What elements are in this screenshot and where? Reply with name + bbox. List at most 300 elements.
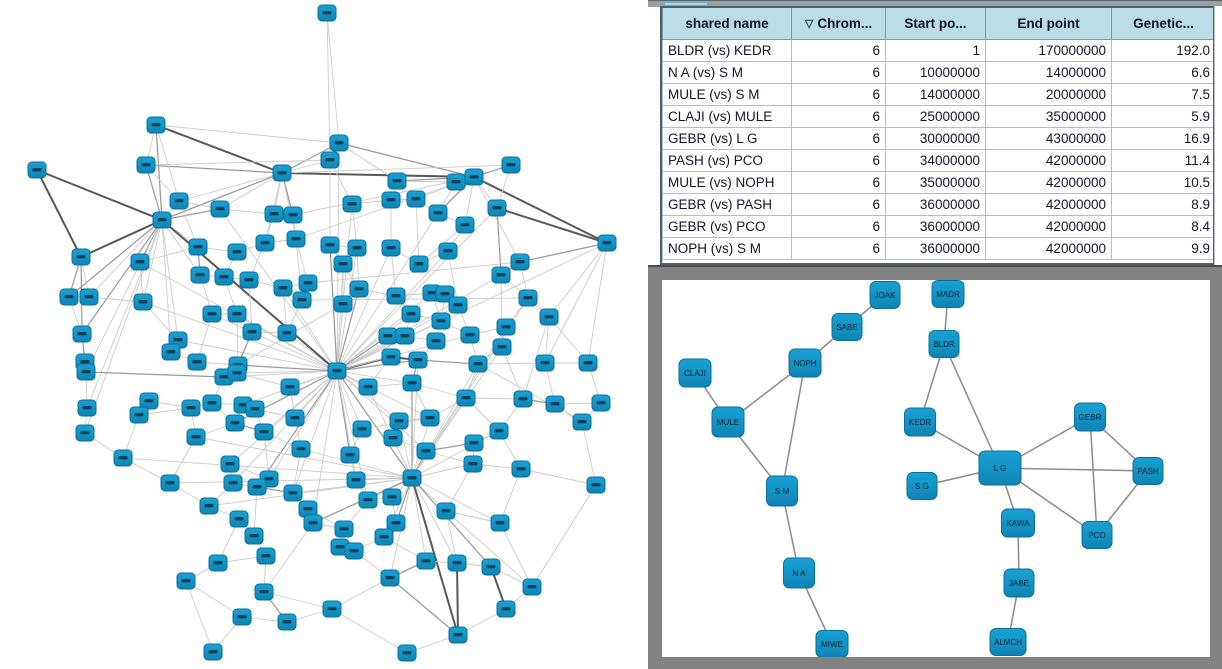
node-label-smudge bbox=[452, 180, 461, 183]
graph-node[interactable] bbox=[502, 157, 520, 173]
node-label-smudge bbox=[412, 197, 421, 200]
graph-node[interactable] bbox=[409, 352, 427, 368]
subnet-node-mule[interactable] bbox=[712, 407, 744, 437]
table-row[interactable] bbox=[663, 40, 1216, 62]
graph-edge bbox=[89, 220, 162, 297]
table-row[interactable] bbox=[663, 106, 1216, 128]
cell-value[interactable]: 5.9 bbox=[1112, 106, 1216, 128]
graph-node[interactable] bbox=[407, 191, 425, 207]
graph-node[interactable] bbox=[221, 456, 239, 472]
node-label-smudge bbox=[265, 477, 274, 480]
node-label-smudge bbox=[496, 521, 505, 524]
cell-shared-name[interactable]: N A (vs) S M bbox=[663, 62, 792, 84]
graph-node[interactable] bbox=[492, 267, 510, 283]
node-label-smudge bbox=[235, 517, 244, 520]
right-column bbox=[648, 0, 1222, 669]
cell-shared-name[interactable]: GEBR (vs) PCO bbox=[663, 216, 792, 238]
graph-node[interactable] bbox=[273, 165, 291, 181]
subnet-node-claji[interactable] bbox=[679, 359, 711, 387]
cell-value[interactable]: 8.4 bbox=[1112, 216, 1216, 238]
node-label-smudge bbox=[524, 296, 533, 299]
graph-node[interactable] bbox=[188, 354, 206, 370]
graph-node[interactable] bbox=[388, 173, 406, 189]
subnet-node-sabe[interactable] bbox=[832, 314, 862, 341]
graph-node[interactable] bbox=[490, 423, 508, 439]
node-label-smudge bbox=[136, 260, 145, 263]
graph-node[interactable] bbox=[417, 443, 435, 459]
graph-node[interactable] bbox=[286, 410, 304, 426]
node-label-smudge bbox=[187, 406, 196, 409]
graph-node[interactable] bbox=[278, 614, 296, 630]
graph-node[interactable] bbox=[447, 174, 465, 190]
graph-node[interactable] bbox=[540, 309, 558, 325]
subnet-node-miwe[interactable] bbox=[816, 631, 848, 658]
column-header-chrom-[interactable]: ▽ Chrom... bbox=[792, 8, 886, 40]
graph-node[interactable] bbox=[187, 429, 205, 445]
graph-edge bbox=[37, 170, 81, 257]
cell-shared-name[interactable]: NOPH (vs) S M bbox=[663, 238, 792, 260]
table-row[interactable] bbox=[663, 150, 1216, 172]
cell-value[interactable]: 16.9 bbox=[1112, 128, 1216, 150]
graph-node[interactable] bbox=[383, 489, 401, 505]
node-label-smudge bbox=[358, 427, 367, 430]
node-label-smudge bbox=[388, 495, 397, 498]
cell-shared-name[interactable]: GEBR (vs) PASH bbox=[663, 194, 792, 216]
graph-node[interactable] bbox=[511, 254, 529, 270]
cell-value[interactable]: 36000000 bbox=[886, 216, 986, 238]
graph-node[interactable] bbox=[330, 135, 348, 151]
graph-node[interactable] bbox=[243, 324, 261, 340]
graph-node[interactable] bbox=[200, 498, 218, 514]
table-row[interactable] bbox=[663, 194, 1216, 216]
graph-edge[interactable] bbox=[782, 363, 805, 491]
graph-node[interactable] bbox=[497, 319, 515, 335]
subnet-node-jabe[interactable] bbox=[1004, 569, 1034, 597]
graph-node[interactable] bbox=[209, 555, 227, 571]
graph-node[interactable] bbox=[73, 326, 91, 342]
graph-node[interactable] bbox=[403, 375, 421, 391]
graph-node[interactable] bbox=[189, 239, 207, 255]
cell-value[interactable]: 30000000 bbox=[886, 128, 986, 150]
graph-node[interactable] bbox=[284, 485, 302, 501]
graph-node[interactable] bbox=[359, 492, 377, 508]
subnet-node-gebr[interactable] bbox=[1075, 403, 1106, 431]
subnet-node-s-g[interactable] bbox=[907, 473, 937, 500]
cell-value[interactable]: 6 bbox=[792, 128, 886, 150]
cell-value[interactable]: 10000000 bbox=[886, 62, 986, 84]
cell-shared-name[interactable]: GEBR (vs) L G bbox=[663, 128, 792, 150]
graph-node[interactable] bbox=[449, 627, 467, 643]
cell-value[interactable]: 9.9 bbox=[1112, 238, 1216, 260]
cell-value[interactable]: 6 bbox=[792, 238, 886, 260]
graph-node[interactable] bbox=[491, 515, 509, 531]
graph-node[interactable] bbox=[448, 555, 466, 571]
graph-node[interactable] bbox=[233, 609, 251, 625]
node-label-smudge bbox=[493, 206, 502, 209]
graph-node[interactable] bbox=[77, 364, 95, 380]
graph-node[interactable] bbox=[465, 169, 483, 185]
table-row[interactable] bbox=[663, 84, 1216, 106]
node-label-smudge bbox=[408, 476, 417, 479]
graph-node[interactable] bbox=[321, 152, 339, 168]
cell-shared-name[interactable]: CLAJI (vs) MULE bbox=[663, 106, 792, 128]
graph-node[interactable] bbox=[402, 306, 420, 322]
graph-node[interactable] bbox=[573, 414, 591, 430]
filter-icon[interactable]: ▽ bbox=[804, 18, 814, 30]
cell-value[interactable]: 170000000 bbox=[986, 40, 1112, 62]
graph-node[interactable] bbox=[465, 435, 483, 451]
table-row[interactable] bbox=[663, 216, 1216, 238]
graph-node[interactable] bbox=[387, 288, 405, 304]
node-label-smudge bbox=[135, 413, 144, 416]
graph-node[interactable] bbox=[334, 256, 352, 272]
graph-node[interactable] bbox=[211, 201, 229, 217]
graph-node[interactable] bbox=[76, 425, 94, 441]
cell-value[interactable]: 42000000 bbox=[986, 150, 1112, 172]
subnet-node-n-a[interactable] bbox=[784, 558, 815, 588]
graph-node[interactable] bbox=[523, 579, 541, 595]
node-label-smudge bbox=[353, 246, 362, 249]
graph-node[interactable] bbox=[341, 447, 359, 463]
node-label-smudge bbox=[497, 273, 506, 276]
node-label-smudge bbox=[251, 407, 260, 410]
node-label-smudge bbox=[502, 607, 511, 610]
subnet-node-kedr[interactable] bbox=[905, 408, 936, 436]
graph-node[interactable] bbox=[334, 296, 352, 312]
graph-node[interactable] bbox=[335, 521, 353, 537]
graph-node[interactable] bbox=[359, 379, 377, 395]
subnet-node-kawa[interactable] bbox=[1002, 509, 1035, 537]
graph-edge bbox=[532, 485, 596, 587]
graph-node[interactable] bbox=[350, 281, 368, 297]
graph-node[interactable] bbox=[246, 401, 264, 417]
node-label-smudge bbox=[283, 620, 292, 623]
graph-node[interactable] bbox=[410, 256, 428, 272]
graph-node[interactable] bbox=[403, 470, 421, 486]
graph-node[interactable] bbox=[182, 400, 200, 416]
graph-node[interactable] bbox=[382, 240, 400, 256]
graph-node[interactable] bbox=[469, 356, 487, 372]
graph-node[interactable] bbox=[353, 421, 371, 437]
node-label-smudge bbox=[336, 545, 345, 548]
cell-value[interactable]: 1 bbox=[886, 40, 986, 62]
graph-node[interactable] bbox=[464, 456, 482, 472]
graph-node[interactable] bbox=[417, 553, 435, 569]
graph-node[interactable] bbox=[224, 475, 242, 491]
graph-edge bbox=[390, 578, 458, 635]
column-header-shared-name[interactable]: shared name bbox=[663, 8, 792, 40]
graph-node[interactable] bbox=[546, 396, 564, 412]
subnet-node-pco[interactable] bbox=[1082, 522, 1112, 549]
node-label-smudge bbox=[333, 369, 342, 372]
graph-node[interactable] bbox=[147, 117, 165, 133]
subnet-node-label: JABE bbox=[1008, 579, 1030, 588]
graph-node[interactable] bbox=[323, 601, 341, 617]
node-label-smudge bbox=[226, 462, 235, 465]
graph-node[interactable] bbox=[256, 235, 274, 251]
subnet-node-bldr[interactable] bbox=[929, 331, 959, 358]
cell-value[interactable]: 7.5 bbox=[1112, 84, 1216, 106]
cell-value[interactable]: 36000000 bbox=[886, 194, 986, 216]
graph-node[interactable] bbox=[421, 410, 439, 426]
node-label-smudge bbox=[498, 345, 507, 348]
node-label-smudge bbox=[407, 312, 416, 315]
graph-node[interactable] bbox=[278, 325, 296, 341]
graph-node[interactable] bbox=[375, 529, 393, 545]
node-label-smudge bbox=[422, 559, 431, 562]
table-scrollbar-track[interactable] bbox=[1214, 6, 1222, 265]
graph-node[interactable] bbox=[347, 472, 365, 488]
cell-value[interactable]: 42000000 bbox=[986, 238, 1112, 260]
cell-value[interactable]: 6 bbox=[792, 40, 886, 62]
graph-node[interactable] bbox=[536, 355, 554, 371]
cell-value[interactable]: 6 bbox=[792, 106, 886, 128]
cell-value[interactable]: 14000000 bbox=[986, 62, 1112, 84]
node-label-smudge bbox=[286, 385, 295, 388]
graph-node[interactable] bbox=[72, 249, 90, 265]
subnetwork-panel bbox=[648, 265, 1222, 669]
graph-node[interactable] bbox=[230, 511, 248, 527]
subnet-node-label: NOPH bbox=[793, 359, 817, 368]
graph-edge[interactable] bbox=[944, 344, 1000, 468]
cell-value[interactable]: 6 bbox=[792, 216, 886, 238]
subnet-node-joak[interactable] bbox=[870, 282, 900, 309]
cell-value[interactable]: 6 bbox=[792, 172, 886, 194]
graph-node[interactable] bbox=[137, 157, 155, 173]
graph-node[interactable] bbox=[78, 400, 96, 416]
graph-node[interactable] bbox=[257, 548, 275, 564]
graph-node[interactable] bbox=[381, 570, 399, 586]
node-label-smudge bbox=[220, 275, 229, 278]
subnet-node-almch[interactable] bbox=[990, 629, 1026, 656]
graph-node[interactable] bbox=[390, 413, 408, 429]
cell-shared-name[interactable]: PASH (vs) PCO bbox=[663, 150, 792, 172]
node-label-smudge bbox=[578, 420, 587, 423]
graph-node[interactable] bbox=[28, 162, 46, 178]
subnet-node-label: CLAJI bbox=[684, 369, 706, 378]
graph-edge[interactable] bbox=[1000, 468, 1148, 471]
subnet-node-label: ALMCH bbox=[993, 638, 1023, 647]
graph-node[interactable] bbox=[348, 240, 366, 256]
graph-node[interactable] bbox=[287, 231, 305, 247]
subnet-node-l-g[interactable] bbox=[979, 451, 1021, 485]
cell-value[interactable]: 35000000 bbox=[986, 106, 1112, 128]
graph-edge bbox=[582, 422, 596, 485]
graph-node[interactable] bbox=[304, 515, 322, 531]
column-header-end-point[interactable]: End point bbox=[986, 8, 1112, 40]
subnet-node-label: JOAK bbox=[874, 291, 896, 300]
node-label-smudge bbox=[432, 339, 441, 342]
graph-node[interactable] bbox=[439, 243, 457, 259]
table-row[interactable] bbox=[663, 172, 1216, 194]
graph-node[interactable] bbox=[255, 584, 273, 600]
graph-node[interactable] bbox=[398, 645, 416, 661]
graph-node[interactable] bbox=[461, 327, 479, 343]
graph-node[interactable] bbox=[345, 543, 363, 559]
graph-node[interactable] bbox=[255, 424, 273, 440]
subnet-node-noph[interactable] bbox=[789, 349, 821, 377]
graph-node[interactable] bbox=[514, 391, 532, 407]
graph-node[interactable] bbox=[592, 395, 610, 411]
node-label-smudge bbox=[158, 218, 167, 221]
graph-node[interactable] bbox=[228, 306, 246, 322]
graph-node[interactable] bbox=[382, 349, 400, 365]
graph-node[interactable] bbox=[437, 503, 455, 519]
node-label-smudge bbox=[428, 291, 437, 294]
graph-node[interactable] bbox=[382, 192, 400, 208]
graph-node[interactable] bbox=[114, 450, 132, 466]
node-label-smudge bbox=[355, 287, 364, 290]
graph-node[interactable] bbox=[429, 205, 447, 221]
column-header-start-po-[interactable]: Start po... bbox=[886, 8, 986, 40]
graph-node[interactable] bbox=[318, 5, 336, 21]
graph-node[interactable] bbox=[265, 206, 283, 222]
graph-edge bbox=[500, 523, 532, 587]
table-row[interactable] bbox=[663, 238, 1216, 260]
table-row[interactable] bbox=[663, 62, 1216, 84]
node-label-smudge bbox=[466, 333, 475, 336]
cell-value[interactable]: 192.0 bbox=[1112, 40, 1216, 62]
graph-node[interactable] bbox=[203, 306, 221, 322]
graph-node[interactable] bbox=[228, 365, 246, 381]
graph-node[interactable] bbox=[293, 292, 311, 308]
graph-node[interactable] bbox=[226, 415, 244, 431]
graph-node[interactable] bbox=[456, 217, 474, 233]
node-label-smudge bbox=[454, 303, 463, 306]
graph-node[interactable] bbox=[161, 475, 179, 491]
cell-value[interactable]: 43000000 bbox=[986, 128, 1112, 150]
graph-node[interactable] bbox=[587, 477, 605, 493]
graph-node[interactable] bbox=[228, 244, 246, 260]
graph-node[interactable] bbox=[177, 573, 195, 589]
cell-value[interactable]: 42000000 bbox=[986, 216, 1112, 238]
graph-node[interactable] bbox=[245, 528, 263, 544]
node-label-smudge bbox=[415, 262, 424, 265]
subnet-node-s-m[interactable] bbox=[767, 476, 798, 506]
graph-node[interactable] bbox=[497, 601, 515, 617]
graph-node[interactable] bbox=[449, 297, 467, 313]
table-row[interactable] bbox=[663, 128, 1216, 150]
cell-value[interactable]: 6.6 bbox=[1112, 62, 1216, 84]
graph-node[interactable] bbox=[488, 200, 506, 216]
graph-node[interactable] bbox=[328, 363, 346, 379]
graph-node[interactable] bbox=[379, 328, 397, 344]
graph-node[interactable] bbox=[343, 196, 361, 212]
graph-node[interactable] bbox=[299, 275, 317, 291]
graph-node[interactable] bbox=[292, 441, 310, 457]
cell-value[interactable]: 42000000 bbox=[986, 172, 1112, 194]
cell-value[interactable]: 10.5 bbox=[1112, 172, 1216, 194]
column-header-genetic-[interactable]: Genetic... bbox=[1112, 8, 1216, 40]
node-label-smudge bbox=[507, 163, 516, 166]
subnet-node-label: KEDR bbox=[908, 418, 932, 427]
graph-node[interactable] bbox=[284, 207, 302, 223]
cell-value[interactable]: 6 bbox=[792, 194, 886, 216]
node-label-smudge bbox=[470, 441, 479, 444]
graph-node[interactable] bbox=[191, 267, 209, 283]
graph-node[interactable] bbox=[457, 390, 475, 406]
cell-value[interactable]: 42000000 bbox=[986, 194, 1112, 216]
node-label-smudge bbox=[393, 179, 402, 182]
graph-node[interactable] bbox=[482, 559, 500, 575]
node-label-smudge bbox=[495, 429, 504, 432]
node-label-smudge bbox=[339, 302, 348, 305]
cell-value[interactable]: 6 bbox=[792, 62, 886, 84]
graph-edge bbox=[497, 208, 501, 275]
graph-node[interactable] bbox=[512, 461, 530, 477]
graph-edge bbox=[282, 173, 474, 177]
graph-edge bbox=[501, 275, 502, 347]
graph-edge bbox=[337, 371, 362, 429]
graph-node[interactable] bbox=[80, 289, 98, 305]
cell-value[interactable]: 6 bbox=[792, 150, 886, 172]
node-label-smudge bbox=[387, 198, 396, 201]
cell-shared-name[interactable]: BLDR (vs) KEDR bbox=[663, 40, 792, 62]
node-label-smudge bbox=[81, 360, 90, 363]
node-label-smudge bbox=[328, 607, 337, 610]
graph-node[interactable] bbox=[579, 355, 597, 371]
graph-node[interactable] bbox=[281, 379, 299, 395]
subnetwork-svg[interactable] bbox=[662, 280, 1210, 657]
cell-shared-name[interactable]: MULE (vs) NOPH bbox=[663, 172, 792, 194]
cell-value[interactable]: 36000000 bbox=[886, 238, 986, 260]
graph-node[interactable] bbox=[215, 269, 233, 285]
graph-node[interactable] bbox=[134, 294, 152, 310]
cell-shared-name[interactable]: MULE (vs) S M bbox=[663, 84, 792, 106]
node-label-smudge bbox=[403, 651, 412, 654]
graph-node[interactable] bbox=[384, 430, 402, 446]
cell-value[interactable]: 34000000 bbox=[886, 150, 986, 172]
cell-value[interactable]: 6 bbox=[792, 84, 886, 106]
graph-node[interactable] bbox=[60, 289, 78, 305]
cell-value[interactable]: 8.9 bbox=[1112, 194, 1216, 216]
graph-node[interactable] bbox=[131, 254, 149, 270]
graph-node[interactable] bbox=[130, 407, 148, 423]
graph-node[interactable] bbox=[519, 290, 537, 306]
node-label-smudge bbox=[470, 175, 479, 178]
subnet-node-pash[interactable] bbox=[1133, 458, 1163, 485]
graph-node[interactable] bbox=[493, 339, 511, 355]
cell-value[interactable]: 11.4 bbox=[1112, 150, 1216, 172]
cell-value[interactable]: 25000000 bbox=[886, 106, 986, 128]
node-label-smudge bbox=[442, 509, 451, 512]
graph-node[interactable] bbox=[396, 328, 414, 344]
subnet-node-madr[interactable] bbox=[932, 281, 964, 308]
graph-node[interactable] bbox=[432, 313, 450, 329]
node-label-smudge bbox=[279, 286, 288, 289]
node-label-smudge bbox=[392, 294, 401, 297]
cell-value[interactable]: 14000000 bbox=[886, 84, 986, 106]
graph-node[interactable] bbox=[321, 237, 339, 253]
graph-node[interactable] bbox=[153, 212, 171, 228]
graph-edge[interactable] bbox=[1090, 417, 1097, 535]
graph-node[interactable] bbox=[274, 280, 292, 296]
graph-node[interactable] bbox=[203, 395, 221, 411]
graph-node[interactable] bbox=[598, 235, 616, 251]
cell-value[interactable]: 20000000 bbox=[986, 84, 1112, 106]
graph-node[interactable] bbox=[248, 479, 266, 495]
graph-node[interactable] bbox=[204, 644, 222, 660]
node-label-smudge bbox=[401, 334, 410, 337]
graph-node[interactable] bbox=[170, 193, 188, 209]
node-label-smudge bbox=[474, 362, 483, 365]
graph-node[interactable] bbox=[162, 344, 180, 360]
cell-value[interactable]: 35000000 bbox=[886, 172, 986, 194]
graph-node[interactable] bbox=[427, 333, 445, 349]
graph-edge bbox=[86, 372, 224, 377]
node-label-smudge bbox=[386, 576, 395, 579]
graph-node[interactable] bbox=[240, 272, 258, 288]
